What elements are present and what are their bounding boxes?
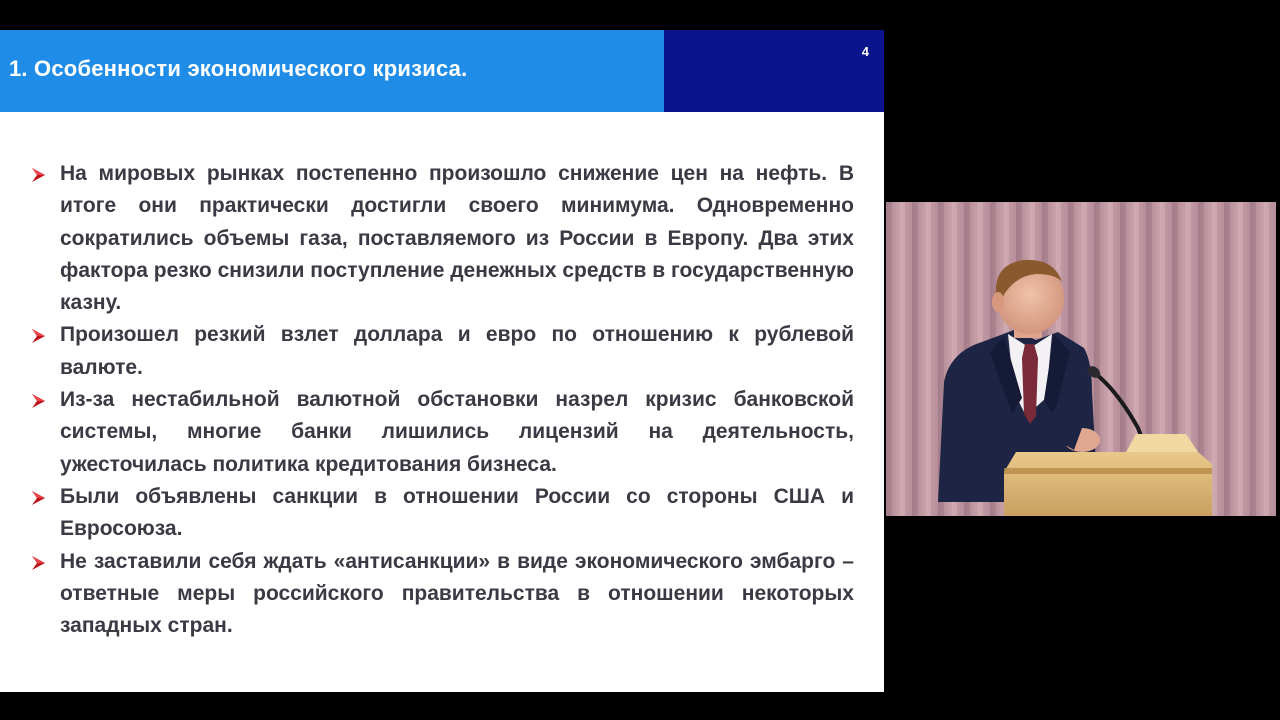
speaker-video-image <box>886 202 1276 516</box>
slide-number: 4 <box>861 44 869 59</box>
bullet-text: Произошел резкий взлет доллара и евро по отношению к рублевой валюте. <box>60 323 854 379</box>
bullet-text: Не заставили себя ждать «антисанкции» в виде экономического эмбарго – ответные меры российского правительства в отношении некоторых западных стран. <box>60 549 854 638</box>
presentation-slide <box>0 30 884 692</box>
bullet-list <box>30 158 854 642</box>
arrowhead-bullet-icon <box>30 393 46 409</box>
slide-header <box>0 30 884 112</box>
arrowhead-bullet-icon <box>30 167 46 183</box>
speaker-camera-feed <box>886 202 1276 516</box>
bullet-item <box>30 158 854 319</box>
arrowhead-bullet-icon <box>30 328 46 344</box>
arrowhead-bullet-icon <box>30 490 46 506</box>
bullet-item <box>30 481 854 546</box>
bullet-text: Были объявлены санкции в отношении России со стороны США и Евросоюза. <box>60 484 854 541</box>
bullet-item <box>30 384 854 481</box>
bullet-item <box>30 546 854 643</box>
header-navy-band <box>664 30 884 112</box>
slide-title: 1. Особенности экономического кризиса. <box>9 56 468 81</box>
bullet-item <box>30 319 854 384</box>
arrowhead-bullet-icon <box>30 555 46 571</box>
bullet-text: На мировых рынках постепенно произошло снижение цен на нефть. В итоге они практически достигли своего минимума. Одновременно сократились объемы газа, поставляемого из России в Европу. Два этих фактора резко снизили поступление денежных средств в государственную казну. <box>60 162 854 315</box>
bullet-text: Из-за нестабильной валютной обстановки назрел кризис банковской системы, многие банки лишились лицензий на деятельность, ужесточилась политика кредитования бизнеса. <box>60 388 854 476</box>
